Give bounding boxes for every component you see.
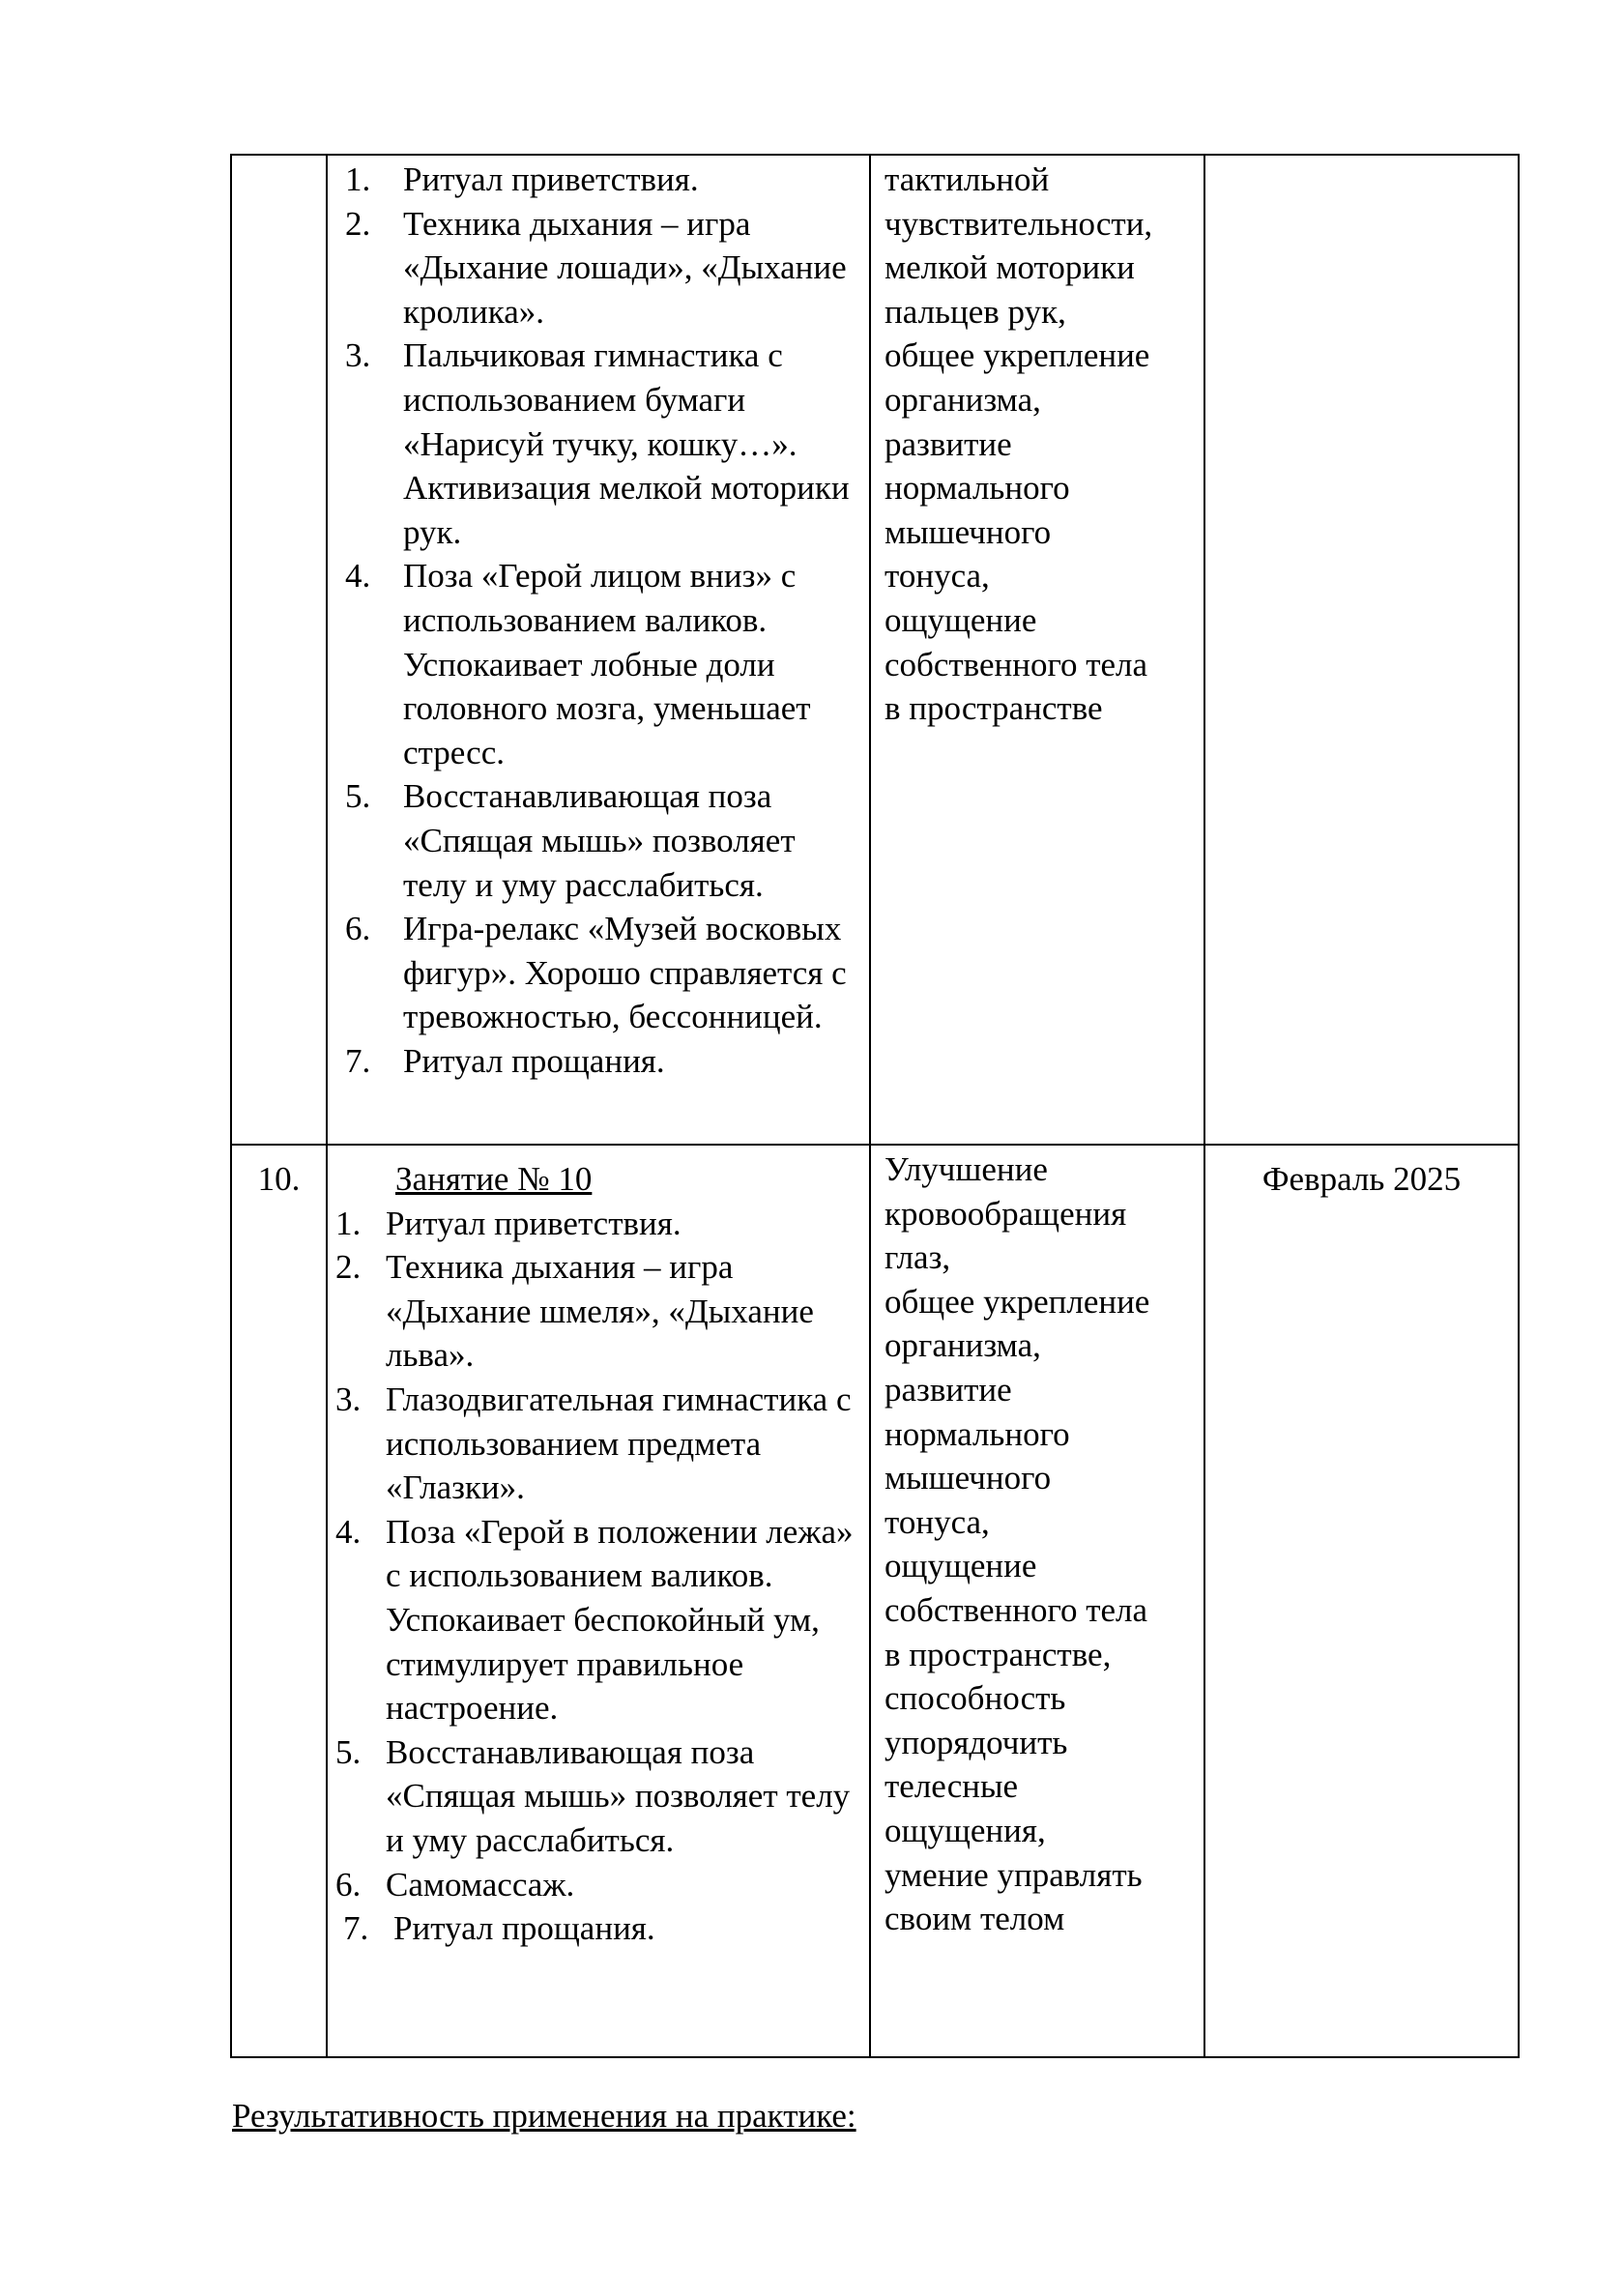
- list-item: 7. Ритуал прощания.: [345, 1041, 665, 1080]
- list-item: 2. Техника дыхания – игра «Дыхание лошади», «Дыхание кролика».: [345, 204, 847, 331]
- section-heading: Результативность применения на практике:: [232, 2097, 856, 2135]
- date-cell: Февраль 2025: [1204, 1145, 1519, 2057]
- list-item: 4. Поза «Герой лицом вниз» с использованием валиков. Успокаивает лобные доли головного мозга, уменьшает стресс.: [345, 557, 811, 771]
- list-item: 5. Восстанавливающая поза «Спящая мышь» позволяет телу и уму расслабиться.: [335, 1732, 851, 1859]
- row-number-cell: [231, 155, 327, 1145]
- activity-list: [335, 1202, 865, 1951]
- activities-cell: [327, 155, 870, 1145]
- table-row: [231, 155, 1519, 1145]
- lesson-plan-table: [230, 154, 1520, 2058]
- list-item: 1. Ритуал приветствия.: [335, 1204, 682, 1242]
- list-item: 6. Самомассаж.: [335, 1865, 575, 1904]
- lesson-title: Занятие № 10: [395, 1160, 593, 1198]
- activities-cell: [327, 1145, 870, 2057]
- list-item: 5. Восстанавливающая поза «Спящая мышь» позволяет телу и уму расслабиться.: [345, 777, 796, 904]
- list-item: 6. Игра-релакс «Музей восковых фигур». Хорошо справляется с тревожностью, бессонницей.: [345, 910, 847, 1036]
- row-number-cell: 10.: [231, 1145, 327, 2057]
- list-item: 3. Пальчиковая гимнастика с использованием бумаги «Нарисуй тучку, кошку…». Активизация мелкой моторики рук.: [345, 336, 850, 551]
- goals-cell: [870, 1145, 1204, 2057]
- list-item: 3. Глазодвигательная гимнастика с использованием предмета «Глазки».: [335, 1380, 852, 1507]
- goals-text: Улучшение кровообращения глаз, общее укрепление организма, развитие нормального мышечного тонуса, ощущение собственного тела в пространстве, способность упорядочить телесные ощущения, умение управлять своим телом: [884, 1150, 1150, 1938]
- date-cell: [1204, 155, 1519, 1145]
- goals-text: тактильной чувствительности, мелкой моторики пальцев рук, общее укрепление организма, развитие нормального мышечного тонуса, ощущение собственного тела в пространстве: [884, 160, 1153, 728]
- list-item: 2. Техника дыхания – игра «Дыхание шмеля», «Дыхание льва».: [335, 1248, 814, 1375]
- goals-cell: [870, 155, 1204, 1145]
- table-row: [231, 1145, 1519, 2057]
- list-item: 4. Поза «Герой в положении лежа» с использованием валиков. Успокаивает беспокойный ум, стимулирует правильное настроение.: [335, 1512, 854, 1728]
- activity-list: [345, 158, 865, 1083]
- list-item: 7. Ритуал прощания.: [343, 1909, 655, 1948]
- list-item: 1. Ритуал приветствия.: [345, 160, 699, 198]
